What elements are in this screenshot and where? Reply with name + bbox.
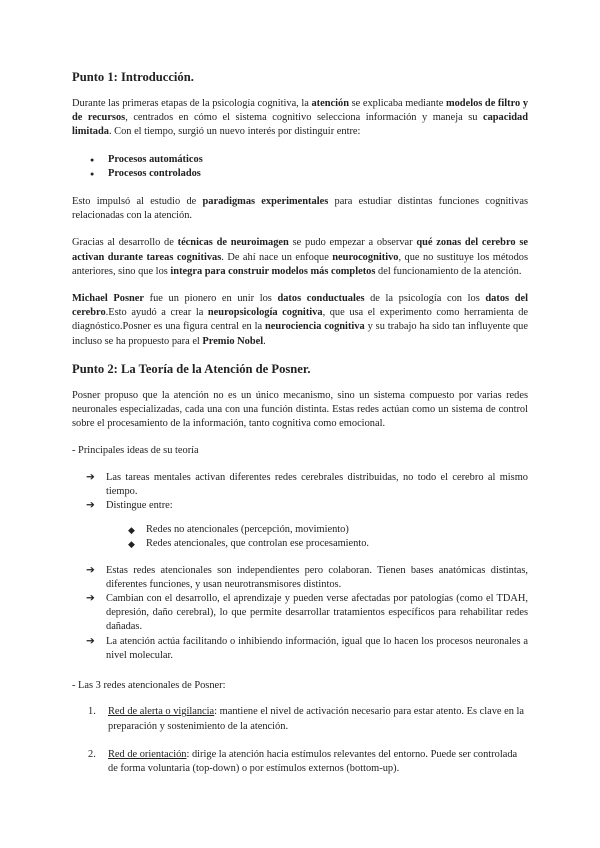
section1-paragraph-1: Durante las primeras etapas de la psicología cognitiva, la atención se explicaba mediante modelos de filtro y de recursos, centrados en cómo el sistema cognitivo selecciona información y maneja su capacidad limitada. Con el tiempo, surgió un nuevo interés por distinguir entre: (72, 98, 529, 138)
section1-title: Punto 1: Introducción. (72, 70, 194, 84)
diamond-icon: ◆ (128, 525, 135, 536)
section2-title: Punto 2: La Teoría de la Atención de Posner. (72, 361, 311, 376)
section1-paragraph-3: Gracias al desarrollo de técnicas de neuroimagen se pudo empezar a observar qué zonas del cerebro se activan durante tareas cognitivas. De ahí nace un enfoque neurocognitivo, que no sustituye los métodos anteriores, sino que los integra para construir modelos más completos del funcionamiento de la atención. (72, 237, 529, 277)
ideas-heading: - Principales ideas de su teoría (72, 445, 199, 457)
idea-item: ➔ La atención actúa facilitando o inhibiendo información, igual que lo hacen los procesos neuronales a nivel molecular. (86, 635, 528, 661)
bullet-item: ● Procesos controlados (90, 167, 528, 181)
sub-item: ◆ Redes no atencionales (percepción, movimiento) (128, 523, 528, 537)
network-item: 2. Red de orientación: dirige la atención hacia estímulos relevantes del entorno. Puede ser controlada de forma voluntaria (top-down) o por estímulos externos (bottom-up). (88, 748, 518, 774)
idea-item: ➔ Estas redes atencionales son independientes pero colaboran. Tienen bases anatómicas distintas, diferentes funciones, y usan neurotransmisores distintos. (86, 564, 528, 590)
section1-paragraph-2: Esto impulsó al estudio de paradigmas experimentales para estudiar distintas funciones cognitivas relacionadas con la atención. (72, 196, 528, 222)
sub-list (128, 523, 528, 551)
ideas-list-a (86, 471, 528, 552)
arrow-icon: ➔ (86, 635, 95, 647)
section2-intro: Posner propuso que la atención no es un único mecanismo, sino un sistema compuesto por varias redes neuronales especializadas, cada una con una función distinta. Estas redes actúan como un sistema de control sobre el procesamiento de la información, tanto cognitiva como emocional. (72, 389, 528, 430)
arrow-icon: ➔ (86, 593, 95, 605)
idea-item: ➔ Distingue entre: ◆ Redes no atencionales (percepción, movimiento) ◆ Redes atencionales, que controlan ese procesamiento. (86, 499, 528, 552)
bullet-item: ● Procesos automáticos (90, 153, 528, 167)
arrow-icon: ➔ (86, 471, 95, 483)
idea-item: ➔ Las tareas mentales activan diferentes redes cerebrales distribuidas, no todo el cerebro al mismo tiempo. (86, 471, 528, 497)
idea-item: ➔ Cambian con el desarrollo, el aprendizaje y pueden verse afectadas por patologías (como el TDAH, depresión, daño cerebral), lo que permite desarrollar tratamientos específicos para rehabilitar redes dañadas. (86, 593, 528, 633)
arrow-icon: ➔ (86, 500, 95, 512)
section1-paragraph-4: Michael Posner fue un pionero en unir los datos conductuales de la psicología con los datos del cerebro.Esto ayudó a crear la neuropsicología cognitiva, que usa el experimento como herramienta de diagnóstico.Posner es una figura central en la neurociencia cognitiva y su trabajo ha sido tan influyente que incluso se ha propuesto para el Premio Nobel. (72, 293, 529, 347)
networks-heading: - Las 3 redes atencionales de Posner: (72, 680, 226, 692)
diamond-icon: ◆ (128, 539, 135, 550)
process-bullet-list (90, 153, 528, 181)
network-item: 1. Red de alerta o vigilancia: mantiene el nivel de activación necesario para estar atento. Es clave en la preparación y sostenimiento de la atención. (88, 706, 525, 732)
networks-list (72, 705, 528, 776)
ideas-list-b (86, 564, 528, 663)
arrow-icon: ➔ (86, 564, 95, 576)
sub-item: ◆ Redes atencionales, que controlan ese procesamiento. (128, 537, 528, 551)
